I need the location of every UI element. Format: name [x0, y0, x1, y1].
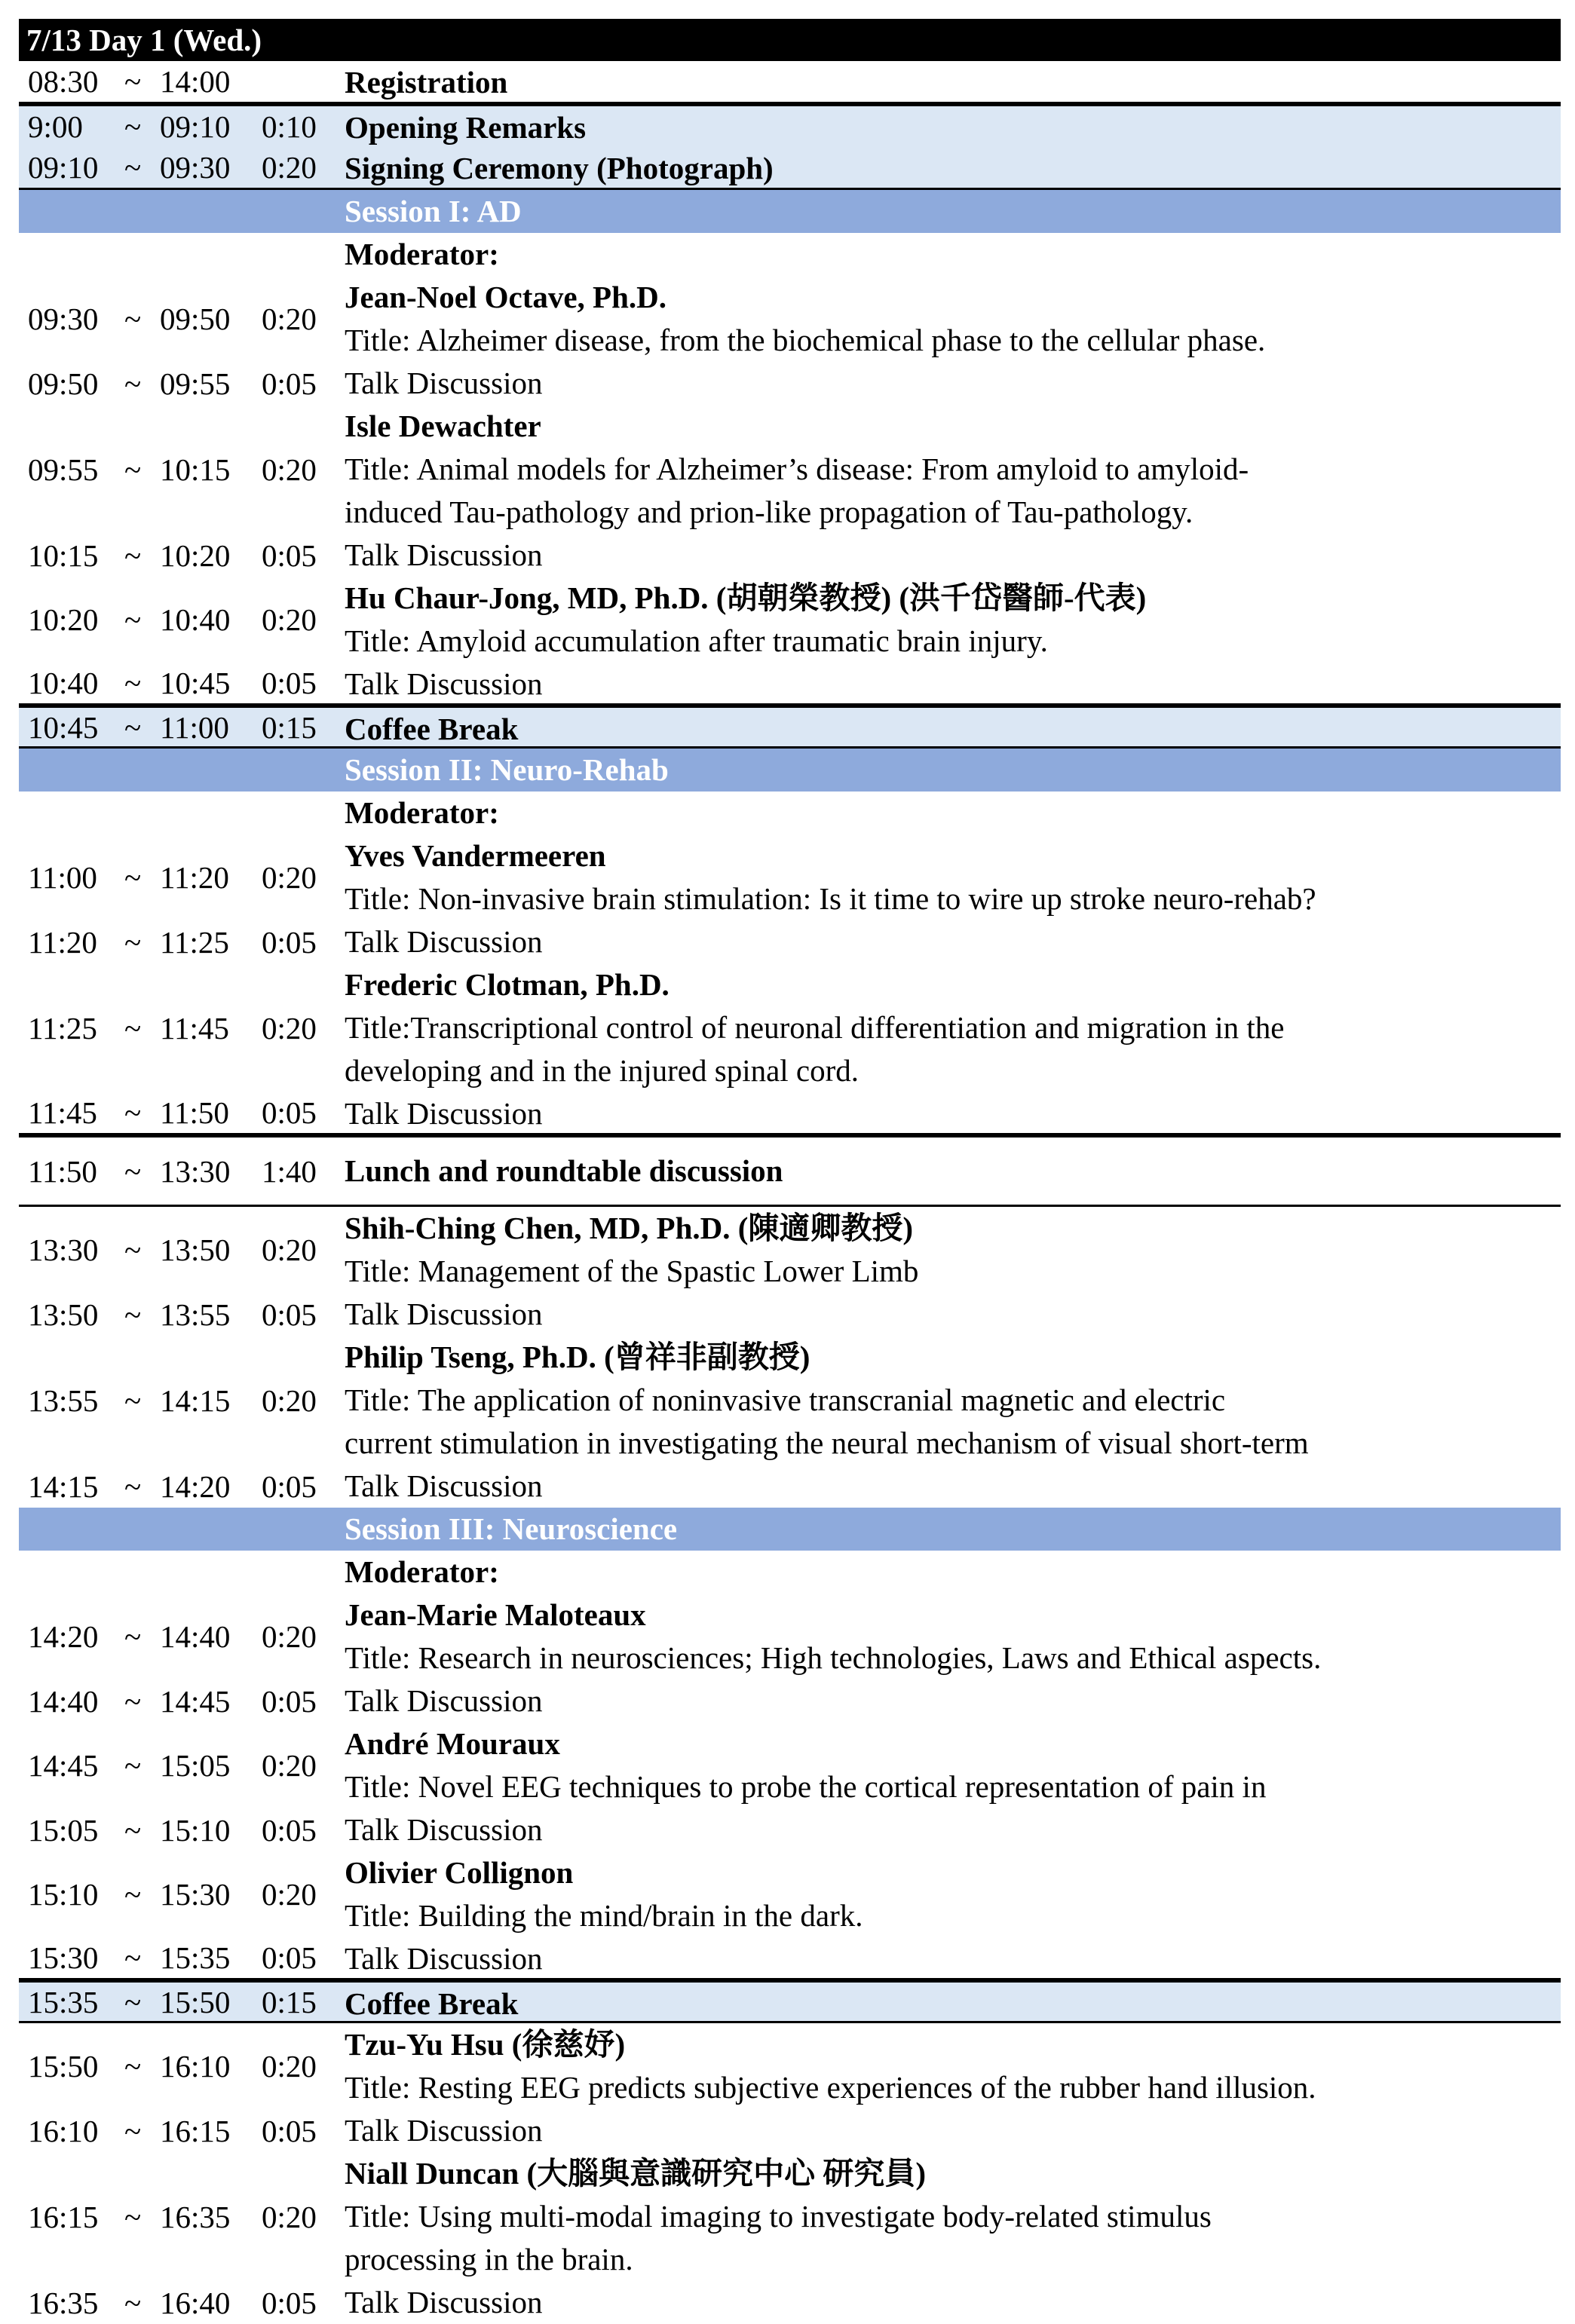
start-time: 10:15: [28, 537, 99, 573]
entry-text: Talk Discussion: [345, 1297, 543, 1331]
end-time: 11:25: [160, 924, 229, 960]
session-header: [19, 190, 1561, 233]
entry-text: Talk Discussion: [345, 2113, 543, 2148]
range-tilde: ~: [124, 2113, 142, 2148]
content-cell: [345, 1508, 1553, 1551]
start-time: 16:15: [28, 2199, 99, 2234]
content-cell: [345, 2152, 1553, 2281]
content-cell: [345, 190, 1553, 233]
schedule-row: [19, 61, 1561, 104]
session-header: [19, 749, 1561, 792]
range-tilde: ~: [124, 1940, 142, 1975]
end-time: 16:35: [160, 2199, 231, 2234]
entry-heading: Yves Vandermeeren: [345, 838, 606, 873]
day-header: 7/13 Day 1 (Wed.): [19, 19, 1561, 61]
time-cell: [19, 1983, 343, 2021]
content-cell: [345, 749, 1553, 792]
time-cell: [19, 2023, 343, 2109]
entry-text: Title: Building the mind/brain in the dark.: [345, 1898, 863, 1933]
time-cell: [19, 577, 343, 663]
schedule-row: [19, 276, 1561, 362]
content-cell: [345, 1207, 1553, 1293]
entry-text: induced Tau-pathology and prion-like propagation of Tau-pathology.: [345, 495, 1194, 529]
schedule-row: [19, 1336, 1561, 1465]
time-cell: [19, 1092, 343, 1133]
entry-text: Talk Discussion: [345, 1941, 543, 1976]
range-tilde: ~: [124, 302, 142, 336]
time-cell: [19, 1293, 343, 1336]
time-cell: [19, 920, 343, 963]
entry-heading: Olivier Collignon: [345, 1855, 574, 1890]
range-tilde: ~: [124, 1468, 142, 1504]
entry-heading: Frederic Clotman, Ph.D.: [345, 967, 670, 1002]
schedule-row: [19, 1679, 1561, 1722]
content-cell: [345, 1983, 1553, 2025]
range-tilde: ~: [124, 537, 142, 573]
content-cell: [345, 963, 1553, 1092]
content-cell: [345, 920, 1553, 963]
start-time: 15:35: [28, 1984, 99, 2019]
start-time: 10:45: [28, 709, 99, 745]
duration: 0:10: [262, 109, 317, 144]
content-cell: [345, 2281, 1553, 2324]
end-time: 15:30: [160, 1877, 231, 1912]
schedule-row: [19, 1594, 1561, 1679]
end-time: 15:35: [160, 1940, 231, 1975]
schedule-row: [19, 1808, 1561, 1851]
time-cell: [19, 362, 343, 405]
content-cell: [345, 1092, 1553, 1135]
end-time: 13:30: [160, 1153, 231, 1189]
entry-text: processing in the brain.: [345, 2242, 633, 2277]
content-cell: [345, 405, 1553, 534]
duration: 0:20: [262, 1232, 317, 1267]
entry-heading: Registration: [345, 65, 508, 100]
start-time: 15:30: [28, 1940, 99, 1975]
entry-text: Title: Novel EEG techniques to probe the cortical representation of pain in: [345, 1769, 1267, 1804]
entry-heading: Moderator:: [345, 1554, 499, 1589]
time-cell: [19, 1138, 343, 1205]
start-time: 14:45: [28, 1748, 99, 1783]
time-cell: [19, 405, 343, 534]
schedule-row: [19, 1293, 1561, 1336]
start-time: 13:55: [28, 1382, 99, 1418]
start-time: 11:00: [28, 860, 97, 895]
content-cell: [345, 1465, 1553, 1508]
start-time: 14:15: [28, 1468, 99, 1504]
schedule-row: [19, 534, 1561, 577]
start-time: 13:30: [28, 1232, 99, 1267]
range-tilde: ~: [124, 109, 142, 144]
duration: 0:20: [262, 2049, 317, 2084]
duration: 0:20: [262, 302, 317, 336]
content-cell: [345, 663, 1553, 706]
time-cell: [19, 147, 343, 188]
content-cell: [345, 106, 1553, 149]
end-time: 09:50: [160, 302, 231, 336]
start-time: 10:20: [28, 602, 99, 637]
entry-text: Talk Discussion: [345, 2285, 543, 2319]
range-tilde: ~: [124, 2199, 142, 2234]
time-cell: [19, 2109, 343, 2152]
entry-text: Title:Transcriptional control of neuronal differentiation and migration in the: [345, 1010, 1285, 1045]
range-tilde: ~: [124, 924, 142, 960]
schedule-row: [19, 1465, 1561, 1508]
entry-text: Title: The application of noninvasive transcranial magnetic and electric: [345, 1382, 1226, 1417]
content-cell: [345, 534, 1553, 577]
time-cell: [19, 1808, 343, 1851]
session-header: [19, 1508, 1561, 1551]
content-cell: [345, 233, 1553, 276]
range-tilde: ~: [124, 1297, 142, 1332]
entry-text: Title: Alzheimer disease, from the biochemical phase to the cellular phase.: [345, 323, 1266, 357]
range-tilde: ~: [124, 366, 142, 401]
duration: 0:15: [262, 1984, 317, 2019]
content-cell: [345, 1551, 1553, 1594]
end-time: 15:05: [160, 1748, 231, 1783]
schedule-row: [19, 104, 1561, 147]
duration: 0:05: [262, 1812, 317, 1848]
duration: 0:20: [262, 602, 317, 637]
duration: 0:05: [262, 1297, 317, 1332]
content-cell: [345, 147, 1553, 190]
content-cell: [345, 61, 1553, 104]
content-cell: [345, 362, 1553, 405]
duration: 0:05: [262, 1683, 317, 1719]
duration: 0:05: [262, 924, 317, 960]
end-time: 11:45: [160, 1010, 229, 1046]
start-time: 11:45: [28, 1095, 97, 1130]
time-cell: [19, 106, 343, 147]
start-time: 11:20: [28, 924, 97, 960]
time-cell: [19, 1594, 343, 1679]
schedule-row: [19, 405, 1561, 534]
entry-heading: Coffee Break: [345, 1986, 519, 2021]
content-cell: [345, 1808, 1553, 1851]
start-time: 9:00: [28, 109, 83, 144]
time-cell: [19, 1207, 343, 1293]
schedule-row: [19, 233, 1561, 276]
entry-text: Title: Management of the Spastic Lower Limb: [345, 1254, 919, 1288]
session-title: Session I: AD: [345, 194, 522, 228]
schedule-table: [19, 19, 1561, 2324]
end-time: 09:55: [160, 366, 231, 401]
end-time: 10:20: [160, 537, 231, 573]
duration: 0:20: [262, 1877, 317, 1912]
entry-text: Title: Animal models for Alzheimer’s disease: From amyloid to amyloid-: [345, 452, 1249, 486]
duration: 0:05: [262, 1095, 317, 1130]
time-cell: [19, 2152, 343, 2281]
entry-text: Talk Discussion: [345, 1812, 543, 1847]
schedule-row: [19, 147, 1561, 190]
duration: 0:05: [262, 537, 317, 573]
range-tilde: ~: [124, 602, 142, 637]
duration: 0:05: [262, 2285, 317, 2320]
time-cell: [19, 1336, 343, 1465]
duration: 0:15: [262, 709, 317, 745]
end-time: 15:10: [160, 1812, 231, 1848]
session-title: Session II: Neuro-Rehab: [345, 752, 669, 787]
entry-heading: Isle Dewachter: [345, 409, 541, 443]
time-cell: [19, 2281, 343, 2324]
time-cell: [19, 663, 343, 703]
entry-heading: Opening Remarks: [345, 110, 587, 145]
start-time: 10:40: [28, 666, 99, 700]
range-tilde: ~: [124, 150, 142, 185]
start-time: 16:10: [28, 2113, 99, 2148]
end-time: 10:45: [160, 666, 231, 700]
schedule-row: [19, 2109, 1561, 2152]
time-cell: [19, 1937, 343, 1978]
range-tilde: ~: [124, 709, 142, 745]
end-time: 09:10: [160, 109, 231, 144]
schedule-row: [19, 1551, 1561, 1594]
start-time: 11:25: [28, 1010, 97, 1046]
end-time: 15:50: [160, 1984, 231, 2019]
end-time: 14:15: [160, 1382, 231, 1418]
schedule-row: [19, 1135, 1561, 1207]
duration: 0:20: [262, 150, 317, 185]
entry-text: Talk Discussion: [345, 1096, 543, 1131]
entry-heading: Lunch and roundtable discussion: [345, 1153, 783, 1188]
entry-heading: Tzu-Yu Hsu (徐慈妤): [345, 2027, 626, 2062]
duration: 0:20: [262, 2199, 317, 2234]
entry-text: Talk Discussion: [345, 1683, 543, 1718]
duration: 0:20: [262, 1382, 317, 1418]
time-cell: [19, 534, 343, 577]
schedule-rows: [19, 61, 1561, 2324]
entry-text: Title: Resting EEG predicts subjective experiences of the rubber hand illusion.: [345, 2070, 1316, 2105]
range-tilde: ~: [124, 1619, 142, 1654]
end-time: 10:15: [160, 452, 231, 487]
content-cell: [345, 2023, 1553, 2109]
schedule-row: [19, 663, 1561, 706]
content-cell: [345, 1293, 1553, 1336]
end-time: 13:50: [160, 1232, 231, 1267]
time-cell: [19, 963, 343, 1092]
range-tilde: ~: [124, 1382, 142, 1418]
start-time: 13:50: [28, 1297, 99, 1332]
entry-text: Title: Research in neurosciences; High technologies, Laws and Ethical aspects.: [345, 1640, 1322, 1675]
content-cell: [345, 1594, 1553, 1679]
end-time: 14:00: [160, 64, 231, 99]
entry-text: Title: Amyloid accumulation after traumatic brain injury.: [345, 623, 1048, 658]
entry-heading: Philip Tseng, Ph.D. (曾祥非副教授): [345, 1340, 810, 1374]
entry-heading: Jean-Marie Maloteaux: [345, 1597, 646, 1632]
start-time: 09:55: [28, 452, 99, 487]
start-time: 08:30: [28, 64, 99, 99]
duration: 1:40: [262, 1153, 317, 1189]
end-time: 11:00: [160, 709, 229, 745]
content-cell: [345, 1722, 1553, 1808]
schedule-row: [19, 1851, 1561, 1937]
range-tilde: ~: [124, 1010, 142, 1046]
end-time: 13:55: [160, 1297, 231, 1332]
duration: 0:20: [262, 452, 317, 487]
range-tilde: ~: [124, 1153, 142, 1189]
time-cell: [19, 834, 343, 920]
duration: 0:20: [262, 1619, 317, 1654]
schedule-row: [19, 1092, 1561, 1135]
duration: 0:20: [262, 860, 317, 895]
content-cell: [345, 1150, 1553, 1193]
duration: 0:05: [262, 666, 317, 700]
start-time: 14:40: [28, 1683, 99, 1719]
range-tilde: ~: [124, 1748, 142, 1783]
entry-heading: André Mouraux: [345, 1726, 560, 1761]
range-tilde: ~: [124, 1095, 142, 1130]
end-time: 10:40: [160, 602, 231, 637]
schedule-row: [19, 2152, 1561, 2281]
entry-text: Talk Discussion: [345, 366, 543, 400]
content-cell: [345, 1336, 1553, 1465]
start-time: 15:50: [28, 2049, 99, 2084]
duration: 0:05: [262, 1940, 317, 1975]
entry-text: Title: Non-invasive brain stimulation: Is it time to wire up stroke neuro-rehab?: [345, 881, 1316, 916]
content-cell: [345, 577, 1553, 663]
time-cell: [19, 1722, 343, 1808]
session-title: Session III: Neuroscience: [345, 1511, 678, 1546]
schedule-row: [19, 2281, 1561, 2324]
schedule-row: [19, 2023, 1561, 2109]
schedule-row: [19, 362, 1561, 405]
start-time: 09:10: [28, 150, 99, 185]
start-time: 09:50: [28, 366, 99, 401]
entry-heading: Moderator:: [345, 237, 499, 271]
duration: 0:20: [262, 1010, 317, 1046]
schedule-row: [19, 920, 1561, 963]
content-cell: [345, 1937, 1553, 1980]
content-cell: [345, 2109, 1553, 2152]
duration: 0:05: [262, 366, 317, 401]
entry-text: Talk Discussion: [345, 1468, 543, 1503]
entry-heading: Coffee Break: [345, 712, 519, 746]
start-time: 16:35: [28, 2285, 99, 2320]
start-time: 14:20: [28, 1619, 99, 1654]
content-cell: [345, 1851, 1553, 1937]
entry-text: current stimulation in investigating the neural mechanism of visual short-term: [345, 1425, 1309, 1460]
start-time: 09:30: [28, 302, 99, 336]
entry-text: Title: Using multi-modal imaging to investigate body-related stimulus: [345, 2199, 1212, 2234]
schedule-row: [19, 963, 1561, 1092]
range-tilde: ~: [124, 64, 142, 99]
entry-heading: Signing Ceremony (Photograph): [345, 151, 774, 185]
time-cell: [19, 61, 343, 102]
content-cell: [345, 708, 1553, 751]
end-time: 14:40: [160, 1619, 231, 1654]
range-tilde: ~: [124, 1984, 142, 2019]
schedule-row: [19, 1980, 1561, 2023]
range-tilde: ~: [124, 1683, 142, 1719]
end-time: 09:30: [160, 150, 231, 185]
end-time: 11:20: [160, 860, 229, 895]
range-tilde: ~: [124, 2049, 142, 2084]
duration: 0:05: [262, 2113, 317, 2148]
end-time: 16:40: [160, 2285, 231, 2320]
content-cell: [345, 1679, 1553, 1722]
start-time: 15:10: [28, 1877, 99, 1912]
end-time: 14:20: [160, 1468, 231, 1504]
schedule-row: [19, 1937, 1561, 1980]
entry-heading: Shih-Ching Chen, MD, Ph.D. (陳適卿教授): [345, 1211, 914, 1245]
end-time: 16:15: [160, 2113, 231, 2148]
end-time: 14:45: [160, 1683, 231, 1719]
schedule-row: [19, 1722, 1561, 1808]
schedule-row: [19, 792, 1561, 834]
content-cell: [345, 792, 1553, 834]
time-cell: [19, 276, 343, 362]
content-cell: [345, 276, 1553, 362]
time-cell: [19, 1465, 343, 1508]
content-cell: [345, 834, 1553, 920]
range-tilde: ~: [124, 1812, 142, 1848]
end-time: 16:10: [160, 2049, 231, 2084]
entry-text: Talk Discussion: [345, 924, 543, 959]
duration: 0:20: [262, 1748, 317, 1783]
range-tilde: ~: [124, 860, 142, 895]
schedule-row: [19, 834, 1561, 920]
schedule-row: [19, 1207, 1561, 1293]
range-tilde: ~: [124, 452, 142, 487]
time-cell: [19, 1679, 343, 1722]
range-tilde: ~: [124, 1877, 142, 1912]
range-tilde: ~: [124, 2285, 142, 2320]
entry-text: Talk Discussion: [345, 666, 543, 701]
entry-heading: Hu Chaur-Jong, MD, Ph.D. (胡朝榮教授) (洪千岱醫師-代表): [345, 580, 1147, 615]
entry-text: Talk Discussion: [345, 537, 543, 572]
start-time: 15:05: [28, 1812, 99, 1848]
entry-heading: Niall Duncan (大腦與意識研究中心 研究員): [345, 2156, 927, 2191]
schedule-row: [19, 577, 1561, 663]
entry-heading: Jean-Noel Octave, Ph.D.: [345, 280, 666, 314]
time-cell: [19, 1851, 343, 1937]
range-tilde: ~: [124, 1232, 142, 1267]
entry-heading: Moderator:: [345, 795, 499, 830]
start-time: 11:50: [28, 1153, 97, 1189]
schedule-row: [19, 706, 1561, 749]
duration: 0:05: [262, 1468, 317, 1504]
entry-text: developing and in the injured spinal cord.: [345, 1053, 860, 1088]
range-tilde: ~: [124, 666, 142, 700]
time-cell: [19, 708, 343, 746]
end-time: 11:50: [160, 1095, 229, 1130]
